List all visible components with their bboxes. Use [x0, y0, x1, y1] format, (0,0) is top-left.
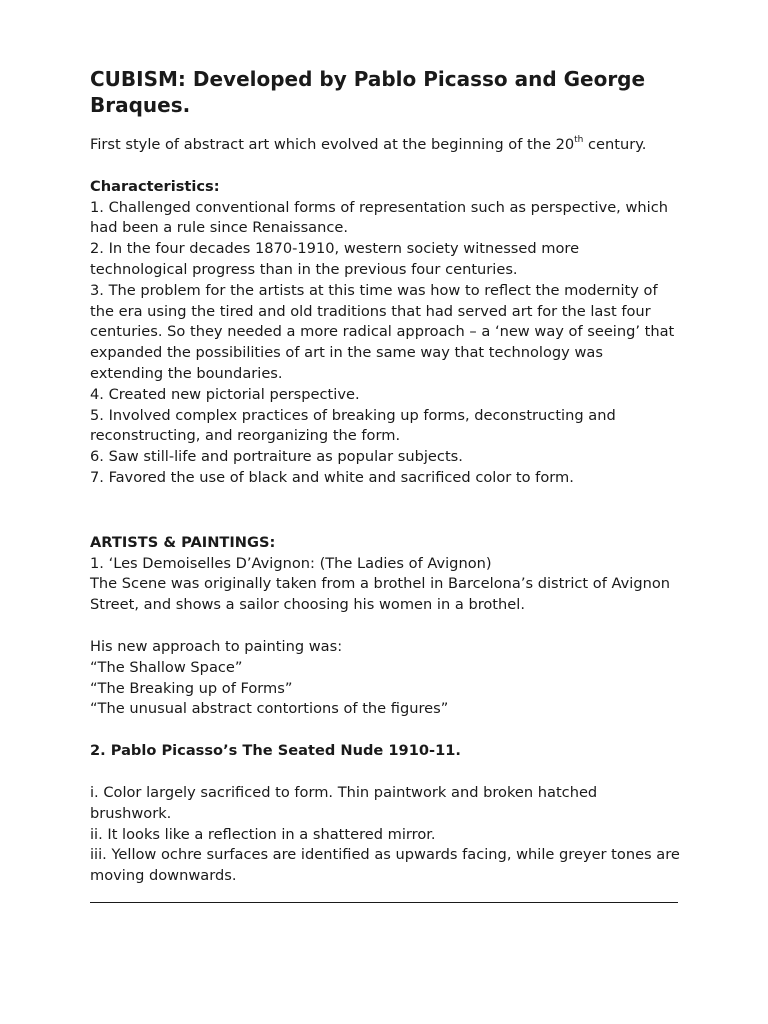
painting1-description: The Scene was originally taken from a brothel in Barcelona’s district of Avignon Street, and shows a sailor choosing his women in a brothel.: [90, 575, 671, 614]
characteristic-item-6: 6. Saw still-life and portraiture as popular subjects.: [90, 448, 463, 466]
approach-intro: His new approach to painting was:: [90, 637, 343, 655]
painting2-heading: 2. Pablo Picasso’s The Seated Nude 1910-11.: [90, 742, 461, 760]
intro-superscript: th: [574, 135, 584, 146]
painting2-point-2: ii. It looks like a reflection in a shattered mirror.: [90, 825, 436, 843]
painting1-title: 1. ‘Les Demoiselles D’Avignon: (The Ladies of Avignon): [90, 554, 492, 572]
document-page: [90, 66, 680, 887]
intro-paragraph: [90, 135, 680, 156]
horizontal-rule: [90, 902, 678, 903]
approach-item: “The Shallow Space”: [90, 658, 243, 676]
approach-item: “The unusual abstract contortions of the figures”: [90, 700, 449, 718]
characteristic-item-5: 5. Involved complex practices of breaking up forms, deconstructing and reconstructing, and reorganizing the form.: [90, 406, 616, 445]
painting2-point-1: i. Color largely sacrificed to form. Thin paintwork and broken hatched brushwork.: [90, 783, 598, 822]
painting2-point-3: iii. Yellow ochre surfaces are identified as upwards facing, while greyer tones are moving downwards.: [90, 846, 680, 885]
characteristic-item-1: 1. Challenged conventional forms of representation such as perspective, which had been a rule since Renaissance.: [90, 198, 668, 237]
artists-heading: ARTISTS & PAINTINGS:: [90, 533, 276, 551]
characteristic-item-2: 2. In the four decades 1870-1910, western society witnessed more technological progress than in the previous four centuries.: [90, 240, 580, 278]
approach-item: “The Breaking up of Forms”: [90, 679, 293, 697]
intro-tail: century.: [583, 136, 647, 153]
characteristic-item-3: 3. The problem for the artists at this time was how to reflect the modernity of the era using the tired and old traditions that had served art for the last four centuries. So they needed a more radical approach – a ‘new way of seeing’ that expanded the possibilities of art in the same way that technology was extending the boundaries.: [90, 281, 675, 382]
intro-text: First style of abstract art which evolved at the beginning of the 20: [90, 136, 575, 153]
characteristic-item-7: 7. Favored the use of black and white and sacrificed color to form.: [90, 468, 574, 486]
document-title: CUBISM: Developed by Pablo Picasso and George Braques.: [90, 67, 646, 117]
characteristic-item-4: 4. Created new pictorial perspective.: [90, 385, 360, 403]
characteristics-heading: Characteristics:: [90, 177, 220, 195]
